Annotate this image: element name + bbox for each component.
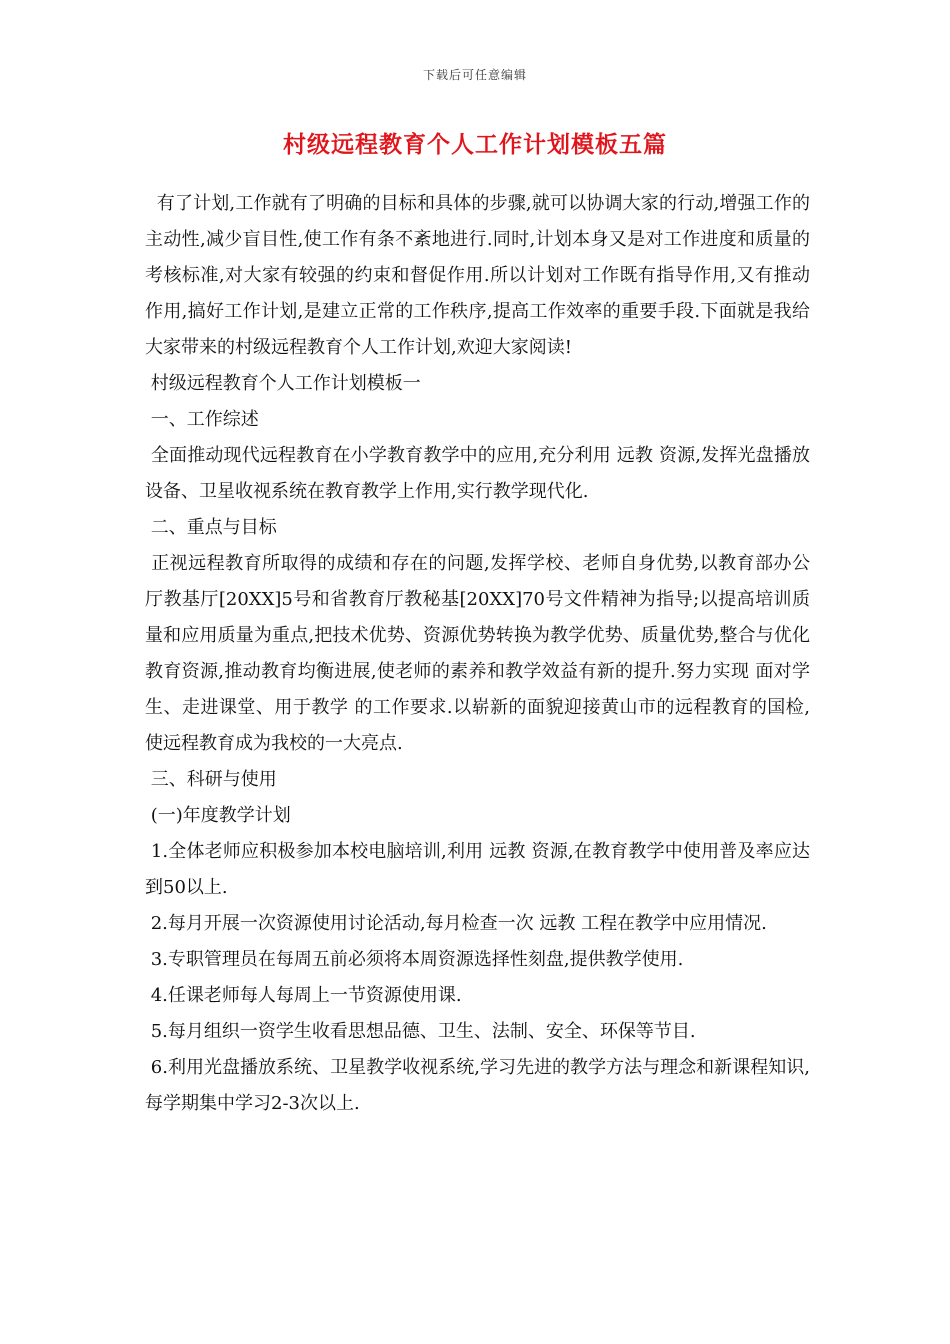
- list-item-4: 4.任课老师每人每周上一节资源使用课.: [145, 985, 462, 1006]
- section-heading-research: 三、科研与使用: [145, 769, 277, 790]
- document-title: 村级远程教育个人工作计划模板五篇: [283, 131, 667, 158]
- section-heading-template-one: 村级远程教育个人工作计划模板一: [145, 373, 421, 394]
- section-heading-overview: 一、工作综述: [145, 409, 259, 430]
- subsection-heading-annual-plan: (一)年度教学计划: [145, 805, 291, 826]
- list-item-2: 2.每月开展一次资源使用讨论活动,每月检查一次 远教 工程在教学中应用情况.: [145, 913, 767, 934]
- document-body: [145, 186, 810, 1122]
- list-item-6: 6.利用光盘播放系统、卫星教学收视系统,学习先进的教学方法与理念和新课程知识,每学期集中学习2-3次以上.: [145, 1057, 810, 1114]
- list-item-5: 5.每月组织一资学生收看思想品德、卫生、法制、安全、环保等节目.: [145, 1021, 696, 1042]
- paragraph-goals: 正视远程教育所取得的成绩和存在的问题,发挥学校、老师自身优势,以教育部办公厅教基厅[20XX]5号和省教育厅教秘基[20XX]70号文件精神为指导;以提高培训质量和应用质量为重点,把技术优势、资源优势转换为教学优势、质量优势,整合与优化教育资源,推动教育均衡进展,使老师的素养和教学效益有新的提升.努力实现 面对学生、走进课堂、用于教学 的工作要求.以崭新的面貌迎接黄山市的远程教育的国检,使远程教育成为我校的一大亮点.: [145, 553, 810, 754]
- header-note: 下载后可任意编辑: [422, 68, 527, 82]
- section-heading-goals: 二、重点与目标: [145, 517, 277, 538]
- paragraph-overview: 全面推动现代远程教育在小学教育教学中的应用,充分利用 远教 资源,发挥光盘播放设备、卫星收视系统在教育教学上作用,实行教学现代化.: [145, 445, 810, 502]
- list-item-3: 3.专职管理员在每周五前必须将本周资源选择性刻盘,提供教学使用.: [145, 949, 684, 970]
- paragraph-intro: 有了计划,工作就有了明确的目标和具体的步骤,就可以协调大家的行动,增强工作的主动性,减少盲目性,使工作有条不紊地进行.同时,计划本身又是对工作进度和质量的考核标准,对大家有较强的约束和督促作用.所以计划对工作既有指导作用,又有推动作用,搞好工作计划,是建立正常的工作秩序,提高工作效率的重要手段.下面就是我给大家带来的村级远程教育个人工作计划,欢迎大家阅读!: [145, 193, 810, 358]
- list-item-1: 1.全体老师应积极参加本校电脑培训,利用 远教 资源,在教育教学中使用普及率应达到50以上.: [145, 841, 810, 898]
